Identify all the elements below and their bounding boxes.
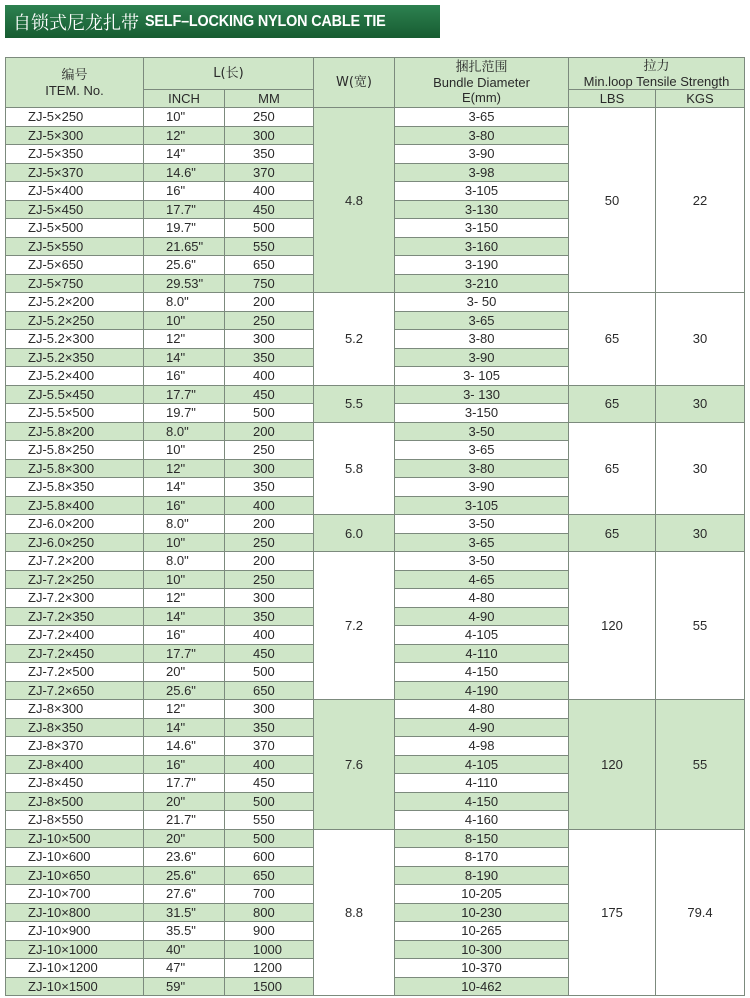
inch-cell: 16" — [144, 756, 225, 775]
bundle-diameter-cell: 3-210 — [395, 275, 569, 294]
bundle-diameter-cell: 4-150 — [395, 793, 569, 812]
bundle-diameter-cell: 8-190 — [395, 867, 569, 886]
bundle-diameter-cell: 3-160 — [395, 238, 569, 257]
mm-cell: 1200 — [225, 959, 314, 978]
item-no-cell: ZJ-10×650 — [6, 867, 144, 886]
header-mm-label: MM — [258, 91, 280, 106]
header-inch-label: INCH — [168, 91, 200, 106]
lbs-cell: 65 — [569, 386, 656, 423]
bundle-diameter-cell: 4-80 — [395, 589, 569, 608]
inch-cell: 14" — [144, 349, 225, 368]
mm-cell: 250 — [225, 534, 314, 553]
inch-cell: 19.7" — [144, 404, 225, 423]
lbs-cell: 50 — [569, 108, 656, 293]
bundle-diameter-cell: 4-90 — [395, 608, 569, 627]
item-no-cell: ZJ-8×400 — [6, 756, 144, 775]
bundle-diameter-cell: 4-65 — [395, 571, 569, 590]
mm-cell: 500 — [225, 219, 314, 238]
width-cell: 6.0 — [314, 515, 395, 552]
inch-cell: 20" — [144, 830, 225, 849]
item-no-cell: ZJ-10×600 — [6, 848, 144, 867]
lbs-cell: 175 — [569, 830, 656, 997]
bundle-diameter-cell: 10-230 — [395, 904, 569, 923]
mm-cell: 450 — [225, 201, 314, 220]
bundle-diameter-cell: 3-80 — [395, 460, 569, 479]
inch-cell: 12" — [144, 127, 225, 146]
item-no-cell: ZJ-5.5×500 — [6, 404, 144, 423]
bundle-diameter-cell: 3-50 — [395, 515, 569, 534]
inch-cell: 8.0" — [144, 423, 225, 442]
bundle-diameter-cell: 3- 130 — [395, 386, 569, 405]
inch-cell: 27.6" — [144, 885, 225, 904]
mm-cell: 400 — [225, 367, 314, 386]
bundle-diameter-cell: 10-265 — [395, 922, 569, 941]
item-no-cell: ZJ-8×350 — [6, 719, 144, 738]
inch-cell: 59" — [144, 978, 225, 997]
inch-cell: 10" — [144, 534, 225, 553]
inch-cell: 12" — [144, 330, 225, 349]
title-chinese: 自锁式尼龙扎带 — [13, 12, 139, 34]
bundle-diameter-cell: 10-462 — [395, 978, 569, 997]
title-banner — [5, 5, 440, 38]
item-no-cell: ZJ-8×300 — [6, 700, 144, 719]
bundle-diameter-cell: 3-50 — [395, 423, 569, 442]
bundle-diameter-cell: 4-190 — [395, 682, 569, 701]
mm-cell: 300 — [225, 330, 314, 349]
mm-cell: 450 — [225, 774, 314, 793]
item-no-cell: ZJ-5×350 — [6, 145, 144, 164]
mm-cell: 300 — [225, 127, 314, 146]
mm-cell: 400 — [225, 756, 314, 775]
item-no-cell: ZJ-8×450 — [6, 774, 144, 793]
header-tensile-cn: 拉力 — [643, 58, 670, 74]
mm-cell: 550 — [225, 811, 314, 830]
inch-cell: 31.5" — [144, 904, 225, 923]
item-no-cell: ZJ-10×900 — [6, 922, 144, 941]
item-no-cell: ZJ-7.2×450 — [6, 645, 144, 664]
header-kgs-label: KGS — [686, 91, 714, 106]
inch-cell: 35.5" — [144, 922, 225, 941]
item-no-cell: ZJ-5.8×250 — [6, 441, 144, 460]
mm-cell: 400 — [225, 497, 314, 516]
item-no-cell: ZJ-5×300 — [6, 127, 144, 146]
mm-cell: 800 — [225, 904, 314, 923]
mm-cell: 300 — [225, 589, 314, 608]
width-cell: 5.2 — [314, 293, 395, 386]
inch-cell: 12" — [144, 589, 225, 608]
item-no-cell: ZJ-5.8×300 — [6, 460, 144, 479]
item-no-cell: ZJ-5×550 — [6, 238, 144, 257]
kgs-cell: 55 — [656, 552, 745, 700]
mm-cell: 650 — [225, 256, 314, 275]
bundle-diameter-cell: 3-90 — [395, 478, 569, 497]
mm-cell: 550 — [225, 238, 314, 257]
bundle-diameter-cell: 3-65 — [395, 312, 569, 331]
mm-cell: 650 — [225, 867, 314, 886]
inch-cell: 16" — [144, 497, 225, 516]
item-no-cell: ZJ-5.8×400 — [6, 497, 144, 516]
inch-cell: 12" — [144, 460, 225, 479]
header-lbs — [569, 90, 656, 108]
header-tensile-strength — [569, 58, 745, 90]
inch-cell: 16" — [144, 182, 225, 201]
inch-cell: 10" — [144, 108, 225, 127]
mm-cell: 200 — [225, 293, 314, 312]
inch-cell: 14" — [144, 719, 225, 738]
item-no-cell: ZJ-5.5×450 — [6, 386, 144, 405]
bundle-diameter-cell: 10-370 — [395, 959, 569, 978]
mm-cell: 500 — [225, 663, 314, 682]
mm-cell: 450 — [225, 386, 314, 405]
inch-cell: 16" — [144, 367, 225, 386]
header-lbs-label: LBS — [599, 91, 625, 106]
item-no-cell: ZJ-8×370 — [6, 737, 144, 756]
item-no-cell: ZJ-5.2×300 — [6, 330, 144, 349]
inch-cell: 14" — [144, 145, 225, 164]
lbs-cell: 120 — [569, 552, 656, 700]
bundle-diameter-cell: 4-160 — [395, 811, 569, 830]
inch-cell: 17.7" — [144, 201, 225, 220]
inch-cell: 14.6" — [144, 164, 225, 183]
bundle-diameter-cell: 3-190 — [395, 256, 569, 275]
inch-cell: 8.0" — [144, 293, 225, 312]
item-no-cell: ZJ-5.2×400 — [6, 367, 144, 386]
width-cell: 5.8 — [314, 423, 395, 516]
bundle-diameter-cell: 3-150 — [395, 404, 569, 423]
inch-cell: 8.0" — [144, 515, 225, 534]
inch-cell: 40" — [144, 941, 225, 960]
bundle-diameter-cell: 3-65 — [395, 108, 569, 127]
header-bundle-cn: 捆扎范围 — [455, 60, 508, 75]
item-no-cell: ZJ-7.2×200 — [6, 552, 144, 571]
width-cell: 7.6 — [314, 700, 395, 830]
item-no-cell: ZJ-7.2×250 — [6, 571, 144, 590]
mm-cell: 250 — [225, 441, 314, 460]
item-no-cell: ZJ-10×1200 — [6, 959, 144, 978]
item-no-cell: ZJ-5.8×200 — [6, 423, 144, 442]
header-kgs — [656, 90, 745, 108]
bundle-diameter-cell: 10-205 — [395, 885, 569, 904]
inch-cell: 21.65" — [144, 238, 225, 257]
lbs-cell: 65 — [569, 423, 656, 516]
inch-cell: 21.7" — [144, 811, 225, 830]
item-no-cell: ZJ-7.2×350 — [6, 608, 144, 627]
inch-cell: 8.0" — [144, 552, 225, 571]
header-item-no — [6, 58, 144, 108]
bundle-diameter-cell: 3-90 — [395, 349, 569, 368]
mm-cell: 250 — [225, 312, 314, 331]
bundle-diameter-cell: 3-50 — [395, 552, 569, 571]
header-width — [314, 58, 395, 108]
inch-cell: 25.6" — [144, 256, 225, 275]
inch-cell: 14" — [144, 608, 225, 627]
inch-cell: 10" — [144, 571, 225, 590]
item-no-cell: ZJ-10×1500 — [6, 978, 144, 997]
bundle-diameter-cell: 10-300 — [395, 941, 569, 960]
header-bundle-en: Bundle Diameter — [433, 75, 530, 90]
item-no-cell: ZJ-7.2×400 — [6, 626, 144, 645]
mm-cell: 300 — [225, 460, 314, 479]
kgs-cell: 30 — [656, 515, 745, 552]
item-no-cell: ZJ-5.2×250 — [6, 312, 144, 331]
mm-cell: 600 — [225, 848, 314, 867]
header-length-label: L(长) — [213, 66, 244, 81]
item-no-cell: ZJ-5.2×350 — [6, 349, 144, 368]
item-no-cell: ZJ-5×750 — [6, 275, 144, 294]
mm-cell: 250 — [225, 571, 314, 590]
inch-cell: 17.7" — [144, 386, 225, 405]
inch-cell: 25.6" — [144, 867, 225, 886]
mm-cell: 900 — [225, 922, 314, 941]
item-no-cell: ZJ-5×650 — [6, 256, 144, 275]
item-no-cell: ZJ-7.2×300 — [6, 589, 144, 608]
mm-cell: 200 — [225, 552, 314, 571]
kgs-cell: 30 — [656, 293, 745, 386]
inch-cell: 17.7" — [144, 774, 225, 793]
kgs-cell: 55 — [656, 700, 745, 830]
inch-cell: 23.6" — [144, 848, 225, 867]
header-tensile-en: Min.loop Tensile Strength — [583, 73, 730, 89]
bundle-diameter-cell: 8-150 — [395, 830, 569, 849]
mm-cell: 700 — [225, 885, 314, 904]
inch-cell: 10" — [144, 312, 225, 331]
inch-cell: 14.6" — [144, 737, 225, 756]
header-bundle-unit: E(mm) — [462, 90, 501, 105]
item-no-cell: ZJ-10×800 — [6, 904, 144, 923]
inch-cell: 17.7" — [144, 645, 225, 664]
bundle-diameter-cell: 3-98 — [395, 164, 569, 183]
bundle-diameter-cell: 3-80 — [395, 127, 569, 146]
mm-cell: 350 — [225, 349, 314, 368]
item-no-cell: ZJ-5×450 — [6, 201, 144, 220]
item-no-cell: ZJ-5×250 — [6, 108, 144, 127]
bundle-diameter-cell: 3-90 — [395, 145, 569, 164]
bundle-diameter-cell: 8-170 — [395, 848, 569, 867]
item-no-cell: ZJ-5.2×200 — [6, 293, 144, 312]
item-no-cell: ZJ-10×1000 — [6, 941, 144, 960]
header-item-en: ITEM. No. — [45, 82, 104, 98]
kgs-cell: 30 — [656, 386, 745, 423]
header-bundle-diameter — [395, 58, 569, 108]
inch-cell: 47" — [144, 959, 225, 978]
inch-cell: 19.7" — [144, 219, 225, 238]
mm-cell: 650 — [225, 682, 314, 701]
bundle-diameter-cell: 4-110 — [395, 645, 569, 664]
inch-cell: 25.6" — [144, 682, 225, 701]
mm-cell: 1000 — [225, 941, 314, 960]
bundle-diameter-cell: 3-105 — [395, 182, 569, 201]
bundle-diameter-cell: 4-150 — [395, 663, 569, 682]
header-inch — [144, 90, 225, 108]
item-no-cell: ZJ-5×370 — [6, 164, 144, 183]
bundle-diameter-cell: 3-80 — [395, 330, 569, 349]
kgs-cell: 22 — [656, 108, 745, 293]
bundle-diameter-cell: 4-110 — [395, 774, 569, 793]
mm-cell: 250 — [225, 108, 314, 127]
bundle-diameter-cell: 3-105 — [395, 497, 569, 516]
bundle-diameter-cell: 3-65 — [395, 534, 569, 553]
item-no-cell: ZJ-5×500 — [6, 219, 144, 238]
bundle-diameter-cell: 4-105 — [395, 626, 569, 645]
bundle-diameter-cell: 3- 50 — [395, 293, 569, 312]
item-no-cell: ZJ-10×500 — [6, 830, 144, 849]
mm-cell: 1500 — [225, 978, 314, 997]
mm-cell: 300 — [225, 700, 314, 719]
mm-cell: 750 — [225, 275, 314, 294]
mm-cell: 370 — [225, 164, 314, 183]
mm-cell: 500 — [225, 404, 314, 423]
inch-cell: 16" — [144, 626, 225, 645]
item-no-cell: ZJ-7.2×650 — [6, 682, 144, 701]
inch-cell: 12" — [144, 700, 225, 719]
mm-cell: 400 — [225, 182, 314, 201]
item-no-cell: ZJ-5.8×350 — [6, 478, 144, 497]
title-english: SELF–LOCKING NYLON CABLE TIE — [145, 12, 386, 30]
mm-cell: 200 — [225, 423, 314, 442]
item-no-cell: ZJ-8×500 — [6, 793, 144, 812]
mm-cell: 350 — [225, 478, 314, 497]
spec-table — [5, 57, 745, 996]
item-no-cell: ZJ-10×700 — [6, 885, 144, 904]
bundle-diameter-cell: 4-105 — [395, 756, 569, 775]
width-cell: 4.8 — [314, 108, 395, 293]
bundle-diameter-cell: 4-80 — [395, 700, 569, 719]
header-mm — [225, 90, 314, 108]
mm-cell: 400 — [225, 626, 314, 645]
item-no-cell: ZJ-8×550 — [6, 811, 144, 830]
mm-cell: 370 — [225, 737, 314, 756]
item-no-cell: ZJ-7.2×500 — [6, 663, 144, 682]
inch-cell: 14" — [144, 478, 225, 497]
kgs-cell: 79.4 — [656, 830, 745, 997]
item-no-cell: ZJ-5×400 — [6, 182, 144, 201]
inch-cell: 20" — [144, 663, 225, 682]
bundle-diameter-cell: 3-130 — [395, 201, 569, 220]
bundle-diameter-cell: 3- 105 — [395, 367, 569, 386]
lbs-cell: 120 — [569, 700, 656, 830]
width-cell: 7.2 — [314, 552, 395, 700]
header-item-cn: 编号 — [61, 67, 88, 83]
header-width-label: W(宽) — [336, 75, 372, 90]
mm-cell: 200 — [225, 515, 314, 534]
mm-cell: 350 — [225, 145, 314, 164]
header-length — [144, 58, 314, 90]
width-cell: 8.8 — [314, 830, 395, 997]
inch-cell: 10" — [144, 441, 225, 460]
mm-cell: 450 — [225, 645, 314, 664]
inch-cell: 29.53" — [144, 275, 225, 294]
kgs-cell: 30 — [656, 423, 745, 516]
mm-cell: 500 — [225, 830, 314, 849]
mm-cell: 350 — [225, 608, 314, 627]
item-no-cell: ZJ-6.0×250 — [6, 534, 144, 553]
bundle-diameter-cell: 3-65 — [395, 441, 569, 460]
lbs-cell: 65 — [569, 293, 656, 386]
item-no-cell: ZJ-6.0×200 — [6, 515, 144, 534]
mm-cell: 500 — [225, 793, 314, 812]
bundle-diameter-cell: 3-150 — [395, 219, 569, 238]
bundle-diameter-cell: 4-90 — [395, 719, 569, 738]
lbs-cell: 65 — [569, 515, 656, 552]
inch-cell: 20" — [144, 793, 225, 812]
bundle-diameter-cell: 4-98 — [395, 737, 569, 756]
mm-cell: 350 — [225, 719, 314, 738]
width-cell: 5.5 — [314, 386, 395, 423]
